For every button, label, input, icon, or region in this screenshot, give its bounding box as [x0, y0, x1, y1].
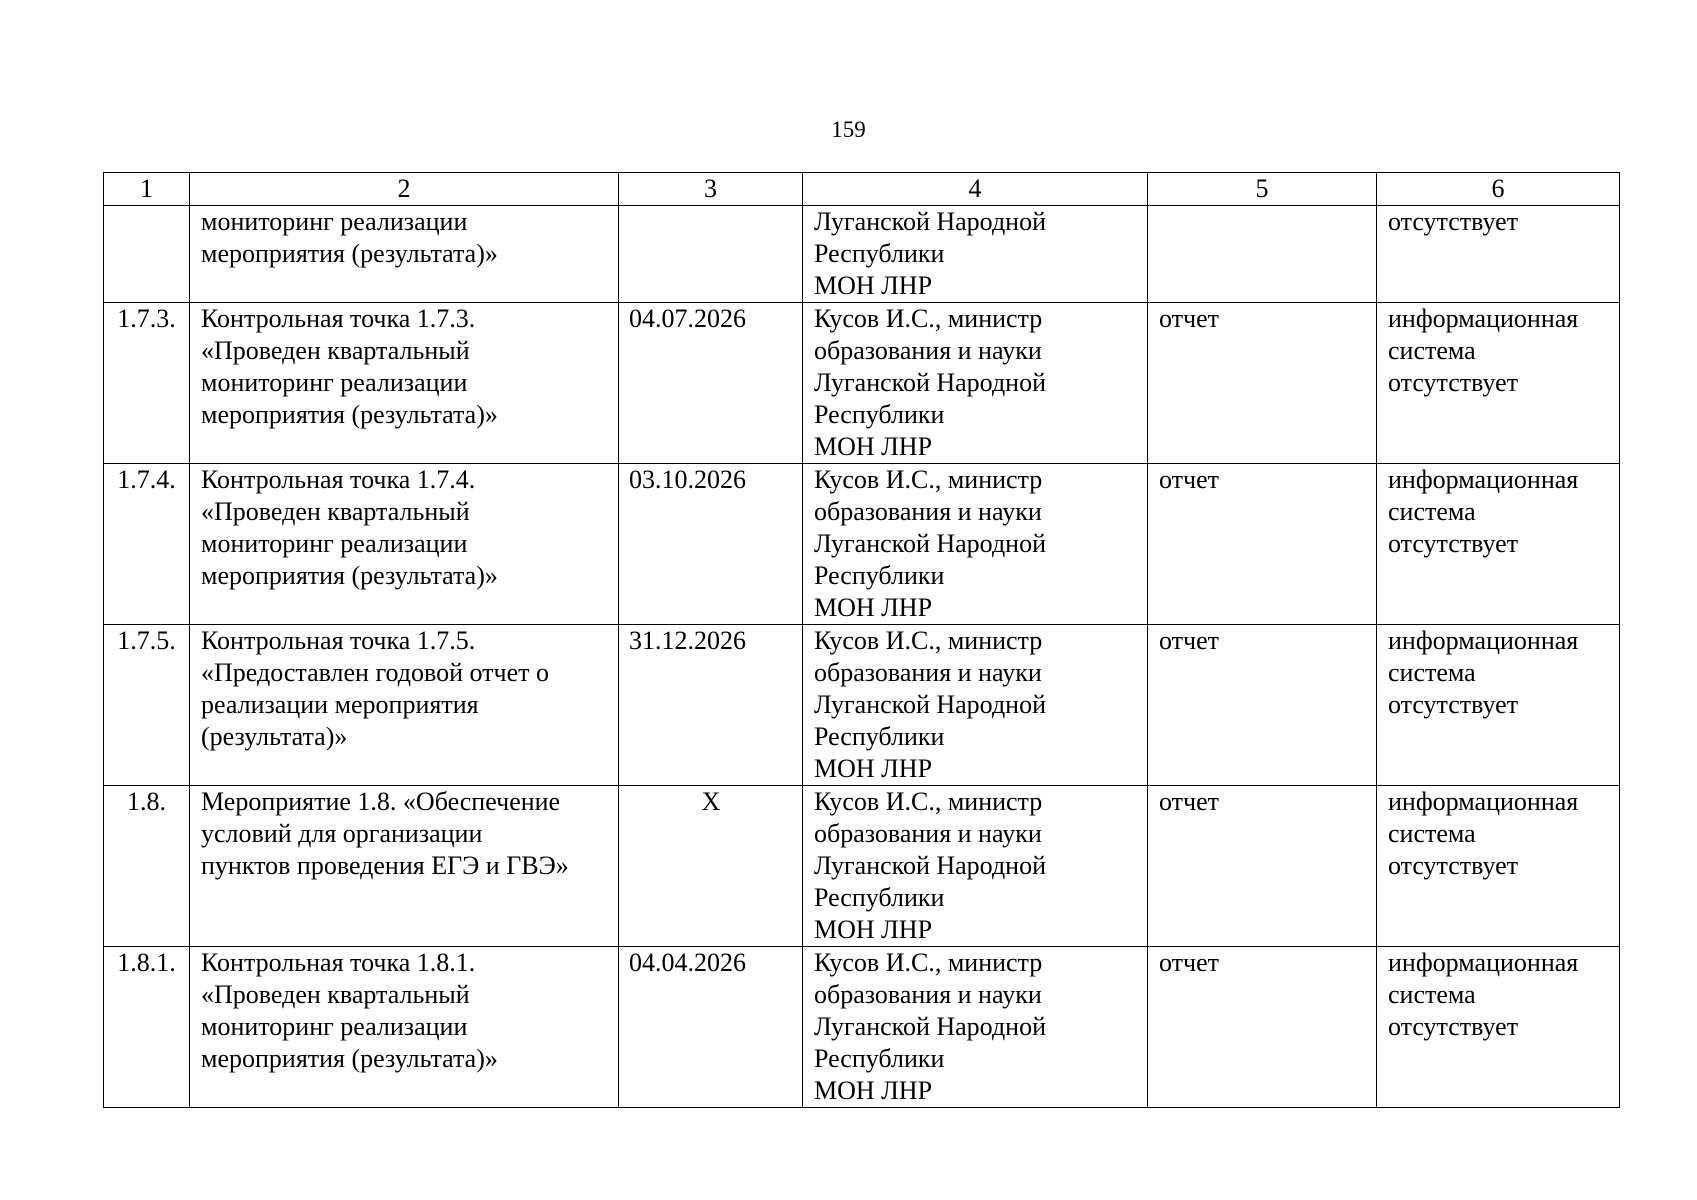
title-line: Контрольная точка 1.7.5.	[201, 626, 476, 655]
responsible-line: Республики	[814, 722, 945, 751]
system-line: система	[1388, 336, 1476, 365]
system-line: отсутствует	[1388, 690, 1519, 719]
cell-system	[1377, 464, 1620, 625]
responsible-line: Республики	[814, 561, 945, 590]
header-col-4: 4	[803, 173, 1148, 206]
responsible-line: образования и науки	[814, 658, 1042, 687]
system-line: система	[1388, 819, 1476, 848]
responsible-line: МОН ЛНР	[814, 432, 933, 461]
system-line: система	[1388, 497, 1476, 526]
responsible-line: Республики	[814, 239, 945, 268]
table-row	[104, 303, 1620, 464]
table-row	[104, 947, 1620, 1108]
cell-title	[190, 206, 619, 303]
title-line: Контрольная точка 1.7.4.	[201, 465, 476, 494]
title-line: Контрольная точка 1.7.3.	[201, 304, 476, 333]
header-col-1: 1	[104, 173, 190, 206]
responsible-line: Республики	[814, 1044, 945, 1073]
title-line: мероприятия (результата)»	[201, 400, 498, 429]
responsible-line: Кусов И.С., министр	[814, 787, 1043, 816]
responsible-line: Кусов И.С., министр	[814, 948, 1043, 977]
title-line: условий для организации	[201, 819, 483, 848]
title-line: мониторинг реализации	[201, 368, 468, 397]
title-line: мероприятия (результата)»	[201, 239, 498, 268]
cell-number	[104, 206, 190, 303]
responsible-line: Кусов И.С., министр	[814, 626, 1043, 655]
system-line: система	[1388, 658, 1476, 687]
system-line: информационная	[1388, 304, 1579, 333]
cell-date	[619, 206, 803, 303]
responsible-line: Луганской Народной	[814, 529, 1046, 558]
cell-date: X	[619, 786, 803, 947]
cell-title	[190, 786, 619, 947]
cell-date: 31.12.2026	[619, 625, 803, 786]
responsible-line: Луганской Народной	[814, 1012, 1046, 1041]
system-line: отсутствует	[1388, 851, 1519, 880]
header-col-5: 5	[1148, 173, 1377, 206]
header-col-3: 3	[619, 173, 803, 206]
responsible-line: образования и науки	[814, 497, 1042, 526]
cell-title	[190, 464, 619, 625]
cell-number: 1.8.	[104, 786, 190, 947]
responsible-line: Луганской Народной	[814, 690, 1046, 719]
title-line: мониторинг реализации	[201, 529, 468, 558]
responsible-line: МОН ЛНР	[814, 1076, 933, 1105]
cell-document: отчет	[1148, 625, 1377, 786]
title-line: мониторинг реализации	[201, 207, 468, 236]
table-row	[104, 464, 1620, 625]
system-line: система	[1388, 980, 1476, 1009]
cell-document	[1148, 206, 1377, 303]
responsible-line: образования и науки	[814, 336, 1042, 365]
responsible-line: Луганской Народной	[814, 368, 1046, 397]
title-line: пунктов проведения ЕГЭ и ГВЭ»	[201, 851, 569, 880]
table-body	[104, 206, 1620, 1108]
table-row	[104, 625, 1620, 786]
responsible-line: Республики	[814, 400, 945, 429]
system-line: информационная	[1388, 787, 1579, 816]
title-line: «Проведен квартальный	[201, 980, 470, 1009]
title-line: мероприятия (результата)»	[201, 1044, 498, 1073]
cell-responsible	[803, 206, 1148, 303]
responsible-line: образования и науки	[814, 819, 1042, 848]
cell-title	[190, 303, 619, 464]
cell-title	[190, 625, 619, 786]
cell-date: 03.10.2026	[619, 464, 803, 625]
responsible-line: Республики	[814, 883, 945, 912]
responsible-line: МОН ЛНР	[814, 754, 933, 783]
table-header	[104, 173, 1620, 206]
system-line: информационная	[1388, 626, 1579, 655]
title-line: Контрольная точка 1.8.1.	[201, 948, 476, 977]
header-col-2: 2	[190, 173, 619, 206]
title-line: Мероприятие 1.8. «Обеспечение	[201, 787, 561, 816]
cell-system	[1377, 303, 1620, 464]
cell-number: 1.7.4.	[104, 464, 190, 625]
header-col-6: 6	[1377, 173, 1620, 206]
cell-system	[1377, 206, 1620, 303]
cell-system	[1377, 625, 1620, 786]
cell-document: отчет	[1148, 947, 1377, 1108]
cell-number: 1.7.5.	[104, 625, 190, 786]
cell-document: отчет	[1148, 464, 1377, 625]
title-line: мероприятия (результата)»	[201, 561, 498, 590]
system-line: информационная	[1388, 948, 1579, 977]
cell-responsible	[803, 303, 1148, 464]
responsible-line: образования и науки	[814, 980, 1042, 1009]
cell-responsible	[803, 786, 1148, 947]
system-line: информационная	[1388, 465, 1579, 494]
cell-document: отчет	[1148, 303, 1377, 464]
system-line: отсутствует	[1388, 529, 1519, 558]
system-line: отсутствует	[1388, 207, 1519, 236]
title-line: (результата)»	[201, 722, 348, 751]
cell-system	[1377, 786, 1620, 947]
cell-responsible	[803, 625, 1148, 786]
responsible-line: Луганской Народной	[814, 207, 1046, 236]
system-line: отсутствует	[1388, 1012, 1519, 1041]
cell-date: 04.07.2026	[619, 303, 803, 464]
cell-number: 1.8.1.	[104, 947, 190, 1108]
cell-responsible	[803, 464, 1148, 625]
title-line: реализации мероприятия	[201, 690, 479, 719]
cell-document: отчет	[1148, 786, 1377, 947]
responsible-line: МОН ЛНР	[814, 271, 933, 300]
cell-system	[1377, 947, 1620, 1108]
cell-number: 1.7.3.	[104, 303, 190, 464]
responsible-line: Кусов И.С., министр	[814, 304, 1043, 333]
title-line: «Проведен квартальный	[201, 497, 470, 526]
title-line: «Предоставлен годовой отчет о	[201, 658, 549, 687]
responsible-line: Кусов И.С., министр	[814, 465, 1043, 494]
responsible-line: Луганской Народной	[814, 851, 1046, 880]
title-line: мониторинг реализации	[201, 1012, 468, 1041]
cell-title	[190, 947, 619, 1108]
table-row	[104, 786, 1620, 947]
responsible-line: МОН ЛНР	[814, 593, 933, 622]
page-number: 159	[831, 117, 866, 142]
responsible-line: МОН ЛНР	[814, 915, 933, 944]
cell-date: 04.04.2026	[619, 947, 803, 1108]
cell-responsible	[803, 947, 1148, 1108]
system-line: отсутствует	[1388, 368, 1519, 397]
title-line: «Проведен квартальный	[201, 336, 470, 365]
header-row	[104, 173, 1620, 206]
plan-table	[103, 172, 1620, 1108]
table-row-continuation	[104, 206, 1620, 303]
